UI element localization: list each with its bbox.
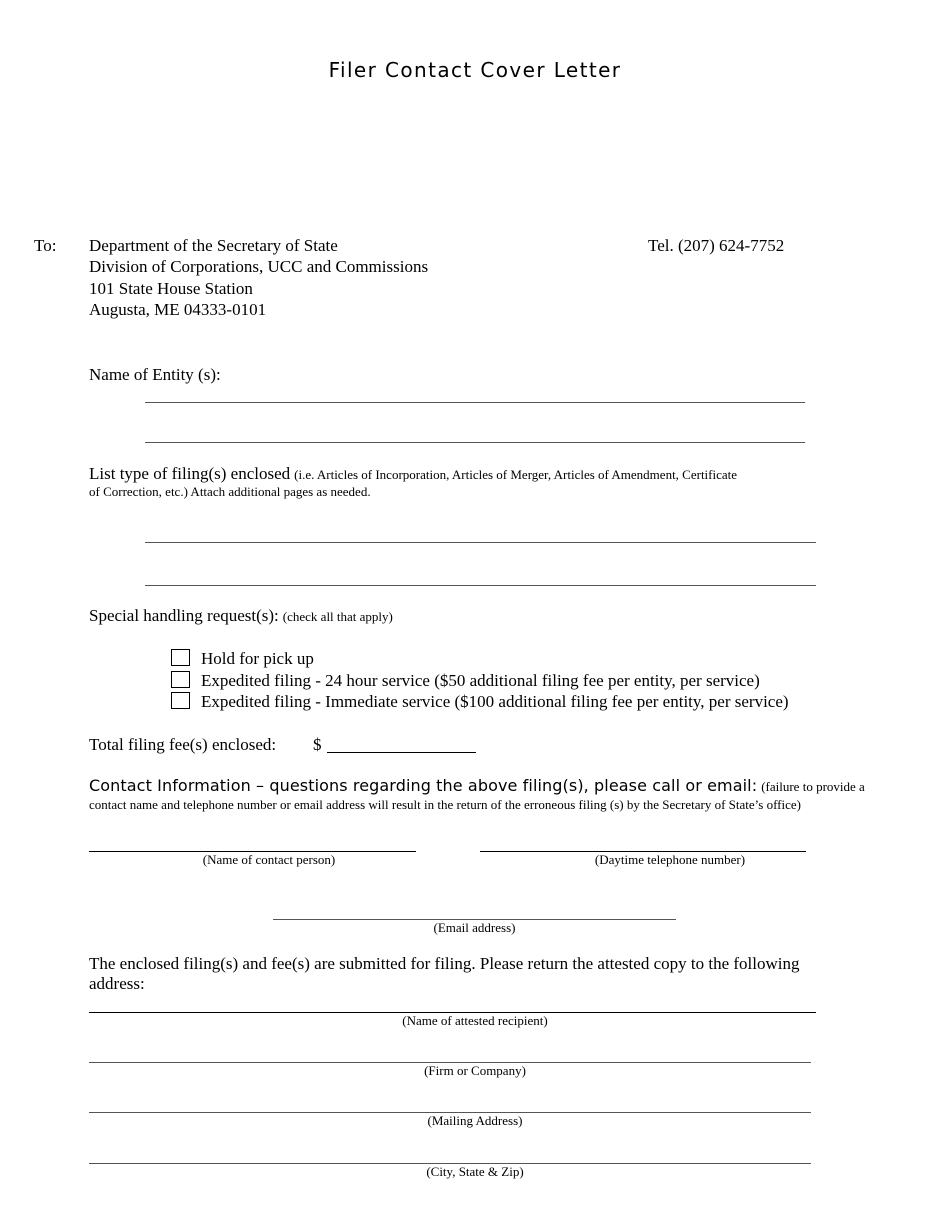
contact-email-caption: (Email address) bbox=[433, 920, 516, 935]
address-line-1: Department of the Secretary of State bbox=[89, 236, 338, 255]
expedited-immediate-checkbox[interactable] bbox=[171, 692, 190, 709]
contact-heading-block bbox=[89, 776, 879, 796]
filing-type-note: (i.e. Articles of Incorporation, Articles of Merger, Articles of Amendment, Certificate bbox=[294, 467, 738, 482]
return-text-1: The enclosed filing(s) and fee(s) are submitted for filing. Please return the attested copy to the following bbox=[89, 954, 800, 973]
total-fee-field[interactable] bbox=[327, 752, 476, 753]
contact-heading: Contact Information – questions regarding the above filing(s), please call or email: bbox=[89, 776, 758, 795]
address-line-4: Augusta, ME 04333-0101 bbox=[89, 300, 267, 319]
special-handling-note: (check all that apply) bbox=[282, 609, 393, 624]
telephone: Tel. (207) 624-7752 bbox=[648, 236, 785, 255]
address-line-3: 101 State House Station bbox=[89, 279, 253, 298]
contact-phone-caption: (Daytime telephone number) bbox=[594, 852, 746, 867]
entity-label: Name of Entity (s): bbox=[89, 365, 221, 384]
contact-name-caption: (Name of contact person) bbox=[202, 852, 336, 867]
page-title: Filer Contact Cover Letter bbox=[328, 58, 622, 82]
contact-note-1: (failure to provide a bbox=[761, 779, 865, 794]
entity-line-1[interactable] bbox=[145, 402, 805, 403]
return-text-2: address: bbox=[89, 974, 145, 993]
special-handling-heading bbox=[89, 606, 393, 626]
contact-note-2: contact name and telephone number or email address will result in the return of the erroneous filing (s) by the Secretary of State’s office) bbox=[89, 797, 801, 812]
filing-type-label: List type of filing(s) enclosed bbox=[89, 464, 291, 483]
mailing-address-caption: (Mailing Address) bbox=[427, 1113, 523, 1128]
to-label: To: bbox=[34, 236, 57, 255]
filing-type-line-2[interactable] bbox=[145, 585, 816, 586]
hold-pickup-label: Hold for pick up bbox=[201, 649, 314, 668]
expedited-immediate-label: Expedited filing - Immediate service ($100 additional filing fee per entity, per service) bbox=[201, 692, 789, 711]
entity-line-2[interactable] bbox=[145, 442, 805, 443]
filing-type-block bbox=[89, 465, 869, 484]
total-fee-currency: $ bbox=[313, 735, 322, 754]
total-fee-label: Total filing fee(s) enclosed: bbox=[89, 735, 277, 754]
city-state-zip-caption: (City, State & Zip) bbox=[426, 1164, 524, 1179]
firm-caption: (Firm or Company) bbox=[424, 1063, 526, 1078]
hold-pickup-checkbox[interactable] bbox=[171, 649, 190, 666]
filing-type-note-2: of Correction, etc.) Attach additional pages as needed. bbox=[89, 484, 371, 499]
expedited-24h-label: Expedited filing - 24 hour service ($50 additional filing fee per entity, per service) bbox=[201, 671, 760, 690]
recipient-caption: (Name of attested recipient) bbox=[402, 1013, 548, 1028]
filing-type-line-1[interactable] bbox=[145, 542, 816, 543]
special-handling-label: Special handling request(s): bbox=[89, 606, 279, 625]
address-line-2: Division of Corporations, UCC and Commissions bbox=[89, 257, 429, 276]
expedited-24h-checkbox[interactable] bbox=[171, 671, 190, 688]
